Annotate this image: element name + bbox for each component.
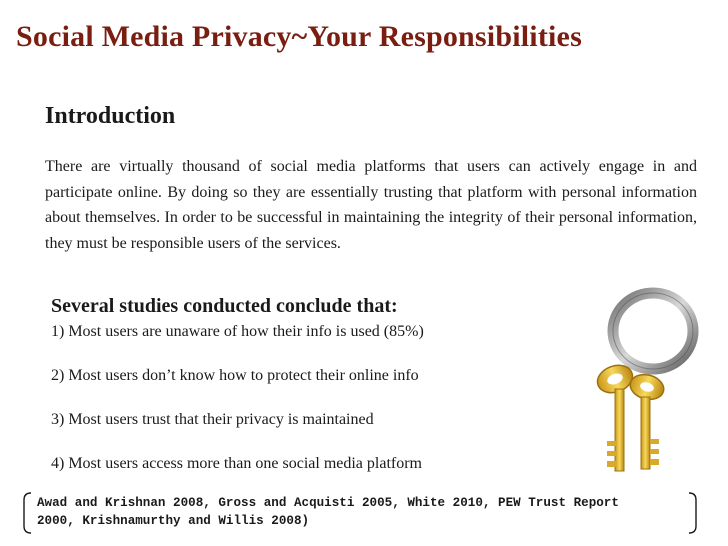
findings-list [51, 321, 424, 497]
citation-line-2: 2000, Krishnamurthy and Willis 2008) [37, 513, 310, 528]
finding-item: 2) Most users don’t know how to protect their online info [51, 367, 419, 384]
gold-key-icon [627, 371, 666, 469]
gold-key-icon [594, 361, 637, 471]
right-bracket-icon [688, 492, 698, 534]
introduction-heading: Introduction [45, 103, 176, 129]
citation-text [37, 495, 692, 530]
finding-item: 4) Most users access more than one social media platform [51, 455, 422, 472]
studies-heading: Several studies conducted conclude that: [51, 295, 398, 317]
keys-illustration [575, 283, 705, 483]
finding-item: 1) Most users are unaware of how their info is used (85%) [51, 323, 424, 340]
finding-item: 3) Most users trust that their privacy is maintained [51, 411, 374, 428]
citation-line-1: Awad and Krishnan 2008, Gross and Acquisti 2005, White 2010, PEW Trust Report [37, 496, 619, 510]
slide-title: Social Media Privacy~Your Responsibilities [16, 20, 582, 53]
introduction-paragraph: There are virtually thousand of social media platforms that users can actively engage in and participate online. By doing so they are essentially trusting that platform with personal information about themselves. In order to be successful in maintaining the integrity of their personal information, they must be responsible users of the services. [45, 158, 697, 252]
key-ring-icon [613, 293, 693, 369]
citation-block [22, 492, 698, 536]
left-bracket-icon [22, 492, 32, 534]
